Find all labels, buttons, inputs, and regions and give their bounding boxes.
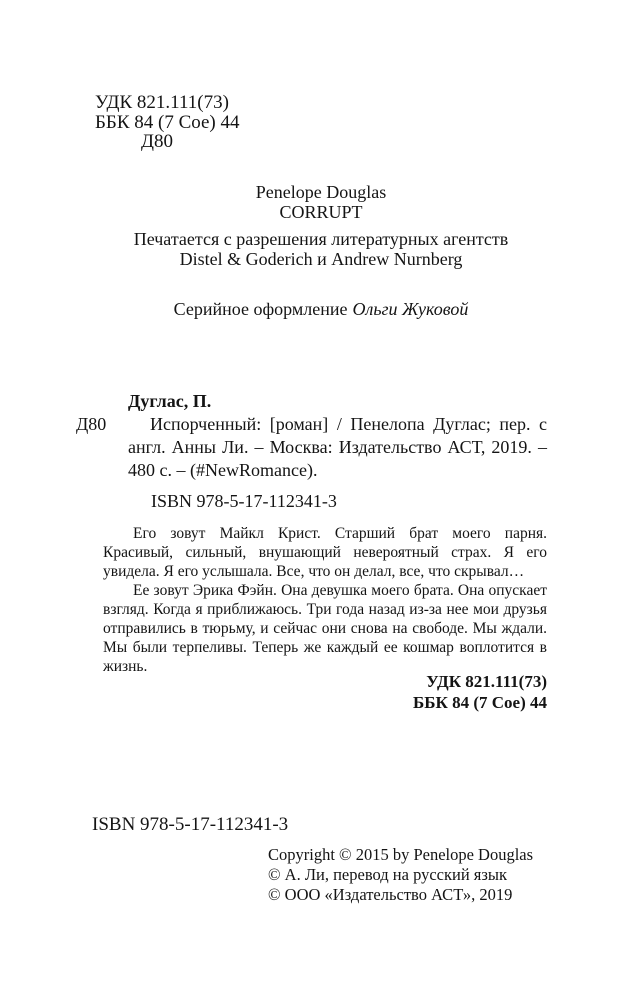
top-classification-codes: [95, 93, 240, 152]
annotation: [103, 524, 547, 676]
bbk-code-bold: ББК 84 (7 Сое) 44: [413, 692, 547, 712]
udc-code: УДК 821.111(73): [95, 92, 229, 113]
series-design-note: [95, 299, 547, 319]
series-designer-name: Ольги Жуковой: [352, 299, 469, 319]
title-block: [95, 182, 547, 319]
isbn-catalog: ISBN 978-5-17-112341-3: [151, 491, 337, 511]
original-title: CORRUPT: [279, 202, 363, 222]
catalog-author-heading: Дуглас, П.: [128, 391, 212, 411]
isbn-footer: ISBN 978-5-17-112341-3: [92, 814, 289, 835]
catalog-author-code: Д80: [76, 414, 107, 434]
series-design-label: Серийное оформление: [173, 299, 348, 319]
original-author: Penelope Douglas: [255, 182, 387, 202]
copyright-line-translation: © А. Ли, перевод на русский язык: [268, 864, 508, 884]
permission-line-1: Печатается с разрешения литературных агентств: [133, 229, 509, 249]
annotation-paragraph-2: Ее зовут Эрика Фэйн. Она девушка моего брата. Она опускает взгляд. Когда я приближаюсь. Три года назад из-за нее мои друзья отправились в тюрьму, и сейчас они снова на свободе. Мы ждали. Мы были терпеливы. Теперь же каждый ее кошмар воплотится в жизнь.: [103, 582, 547, 675]
annotation-paragraph-1: Его зовут Майкл Крист. Старший брат моего парня. Красивый, сильный, внушающий невероятный страх. Я его увидела. Я его услышала. Все, что он делал, все, что скрывал…: [103, 525, 547, 580]
literary-agencies: Distel & Goderich и Andrew Nurnberg: [179, 249, 463, 269]
bbk-code: ББК 84 (7 Сое) 44: [95, 111, 240, 133]
copyright-line-original: Copyright © 2015 by Penelope Douglas: [268, 845, 534, 864]
copyright-block: [268, 845, 533, 904]
author-sign-code: Д80: [141, 131, 173, 152]
bottom-classification-codes: [413, 672, 547, 713]
catalog-description: Испорченный: [роман] / Пенелопа Дуглас; пер. с англ. Анны Ли. – Москва: Издательство АСТ, 2019. – 480 с. – (#NewRomance).: [128, 414, 547, 480]
permission-note: [95, 229, 547, 269]
udc-code-bold: УДК 821.111(73): [426, 672, 547, 691]
copyright-line-publisher: © ООО «Издательство АСТ», 2019: [268, 884, 513, 904]
